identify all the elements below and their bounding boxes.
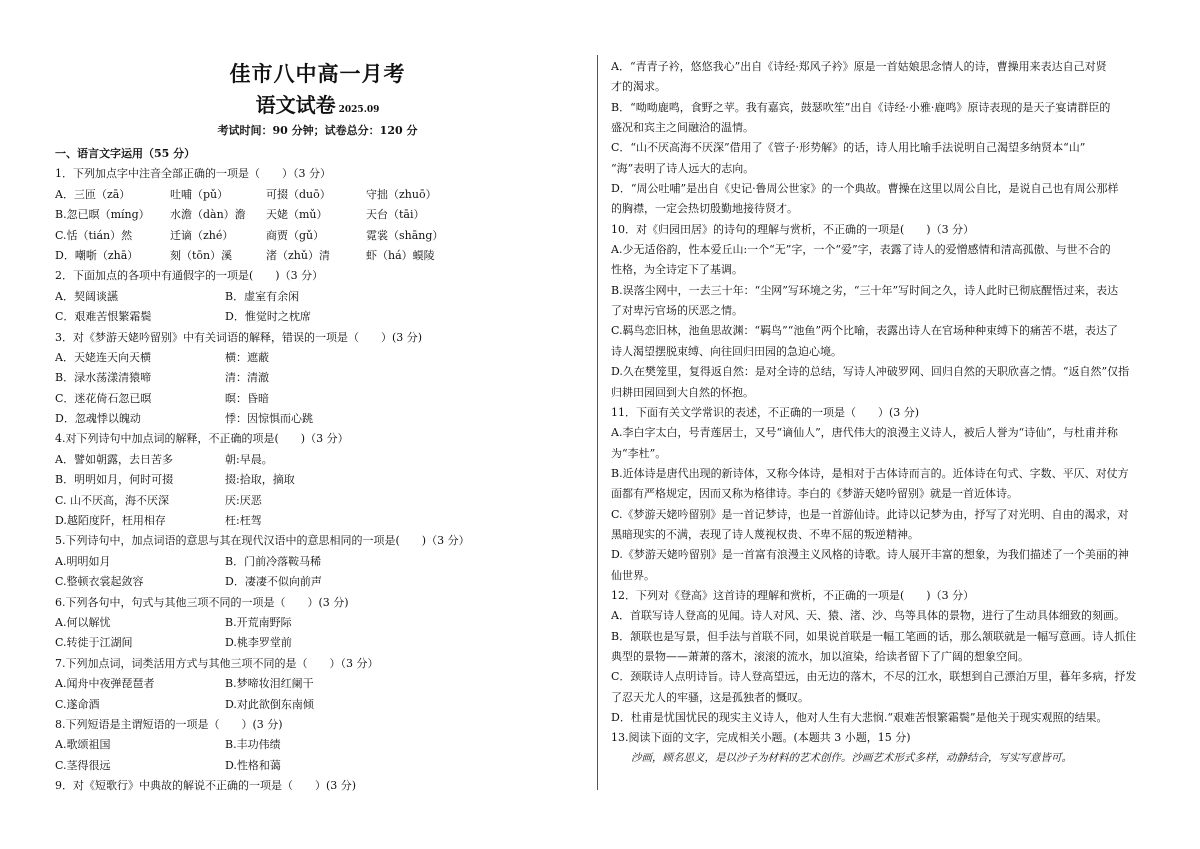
option-cell: 厌:厌恶 [225,493,262,507]
option-cell: D.桃李罗堂前 [225,636,292,650]
option-cell: D.越陌度阡，枉用相存 [55,514,166,528]
option-cell: A．三匝（zā） [55,187,131,201]
option-cell: D．凄凄不似向前声 [225,575,322,589]
text-line: 11．下面有关文学常识的表述，不正确的一项是（ ）(3 分) [611,405,920,419]
option-cell: C．迷花倚石忽已暝 [55,391,152,405]
option-cell: 横：遮蔽 [225,350,269,364]
text-line: 面都有严格规定，因而又称为格律诗。李白的《梦游天姥吟留别》就是一首近体诗。 [611,487,1018,501]
text-line: 了对卑污官场的厌恶之情。 [611,304,743,318]
text-line: D．杜甫是忧国忧民的现实主义诗人，他对人生有大悲悯.“艰难苦恨繁霜鬓”是他关于现实观照的结果。 [611,711,1108,724]
option-cell: A.何以解忧 [55,615,111,629]
question-1-stem: 1．下列加点字中注音全部正确的一项是（ ）（3 分） [55,167,331,181]
question-7-stem: 7.下列加点词，词类活用方式与其他三项不同的是（ ）（3 分） [55,656,379,670]
question-7-option-row [55,677,580,697]
text-line: 12．下列对《登高》这首诗的理解和赏析，不正确的一项是( )（3 分） [611,588,975,602]
text-line: 黑暗现实的不满，表现了诗人蔑视权贵、不卑不屈的叛逆精神。 [611,527,919,541]
option-cell: C.遂命酒 [55,697,100,711]
question-8-stem: 8.下列短语是主谓短语的一项是（ ）(3 分) [55,717,283,731]
option-cell: B．渌水荡漾清猿啼 [55,371,152,385]
option-cell: D.对此欲倒东南倾 [225,697,314,711]
text-line: D.《梦游天姥吟留别》是一首富有浪漫主义风格的诗歌。诗人展开丰富的想象，为我们描述了一个美丽的神 [611,548,1129,562]
option-cell: 暝：昏暗 [225,391,269,405]
question-5-stem: 5.下列诗句中，加点词语的意思与其在现代汉语中的意思相同的一项是( )（3 分） [55,534,470,548]
text-line: “海”表明了诗人远大的志向。 [611,161,755,175]
option-cell: 枉:枉驾 [225,514,262,528]
text-line: A．首联写诗人登高的见闻。诗人对风、天、猿、渚、沙、鸟等具体的景物，进行了生动具体细致的刻画。 [611,609,1125,623]
option-cell: 朝:早晨。 [225,452,273,466]
option-cell: D.性格和蔼 [225,758,281,772]
text-line: B.误落尘网中，一去三十年：“尘网”写环境之劣，“三十年”写时间之久，诗人此时已彻底醒悟过来，表达 [611,283,1119,297]
option-cell: C. 山不厌高，海不厌深 [55,493,170,507]
option-cell: 迁谪（zhé） [170,228,234,242]
option-cell: 商贾（gǔ） [266,228,325,242]
text-line: 的胸襟，一定会热切殷勤地接待贤才。 [611,202,798,216]
option-cell: 守拙（zhuō） [366,187,437,201]
text-line: 才的渴求。 [611,80,666,94]
section-heading: 一、语言文字运用（55 分） [55,147,196,160]
text-line: A．“青青子衿，悠悠我心”出自《诗经·郑风子衿》原是一首姑娘思念情人的诗，曹操用来表达自己对贤 [611,60,1107,73]
text-line: B．“呦呦鹿鸣，食野之苹。我有嘉宾，鼓瑟吹笙”出自《诗经·小雅·鹿鸣》原诗表现的是天子宴请群臣的 [611,100,1111,114]
question-9-stem: 9．对《短歌行》中典故的解说不正确的一项是（ ）(3 分) [55,779,357,793]
question-4-option-row [55,494,580,514]
question-5-option-row [55,555,580,575]
exam-info: 考试时间：90 分钟；试卷总分：120 分 [217,124,418,137]
option-cell: C.整顿衣裳起敛容 [55,575,144,589]
question-4-option-row [55,453,580,473]
option-cell: A．天姥连天向天横 [55,350,151,364]
option-cell: D．嘲哳（zhā） [55,248,139,262]
text-line: 诗人渴望摆脱束缚、向往回归田园的急迫心境。 [611,344,842,358]
text-line: 10．对《归园田居》的诗句的理解与赏析，不正确的一项是( )（3 分） [611,222,975,236]
option-cell: 虾（há）蟆陵 [366,248,435,262]
exam-date: 2025.09 [338,105,380,115]
question-6-option-row [55,616,580,636]
question-6-stem: 6.下列各句中，句式与其他三项不同的一项是（ ）(3 分) [55,595,349,609]
left-content [55,147,580,800]
question-3-option-row [55,351,580,371]
question-4-option-row [55,514,580,534]
text-line: 归耕田园回到大自然的怀抱。 [611,385,754,399]
text-line: 了忍天尤人的牢骚，这是孤独者的慨叹。 [611,690,809,704]
column-divider [597,55,598,790]
question-3-option-row [55,371,580,391]
option-cell: A.歌颂祖国 [55,738,111,752]
option-cell: 渚（zhǔ）清 [266,248,330,262]
option-cell: C.转徙于江湖间 [55,636,133,650]
option-cell: B.丰功伟绩 [225,738,281,752]
option-cell: A．譬如朝露，去日苦多 [55,452,173,466]
option-cell: 清：清澈 [225,371,269,385]
question-1-option-row [55,188,580,208]
text-line: A.少无适俗韵，性本爱丘山:一个“无”字，一个“爱”字，表露了诗人的爱憎感情和清高孤傲、与世不合的 [611,243,1111,257]
option-cell: A.明明如月 [55,554,111,568]
question-1-option-row [55,249,580,269]
option-cell: B．虚室有余闲 [225,289,300,303]
text-line: C.《梦游天姥吟留别》是一首记梦诗，也是一首游仙诗。此诗以记梦为由，抒写了对光明、自由的渴求，对 [611,507,1129,521]
subject-title: 语文试卷 [255,93,336,117]
question-2-option-row [55,310,580,330]
text-line: D.久在樊笼里，复得返自然：是对全诗的总结，写诗人冲破罗网、回归自然的天职欣喜之情。“返自然”仅指 [611,365,1130,379]
option-cell: 可掇（duō） [266,187,331,201]
reading-passage: 沙画，顾名思义，是以沙子为材料的艺术创作。沙画艺术形式多样，动静结合，写实写意皆可。 [631,751,1072,764]
question-2-stem: 2．下面加点的各项中有通假字的一项是( )（3 分） [55,269,324,283]
option-cell: C．艰难苦恨繁霜鬓 [55,310,152,324]
question-6-option-row [55,636,580,656]
question-8-option-row [55,738,580,758]
option-cell: B.忽已暝（míng） [55,208,150,222]
question-1-option-row [55,208,580,228]
text-line: C.羁鸟恋旧林，池鱼思故渊：“羁鸟”“池鱼”两个比喻，表露出诗人在官场种种束缚下的痛苦不堪，表达了 [611,324,1119,338]
question-8-option-row [55,759,580,779]
option-cell: D．忽魂悸以魄动 [55,412,141,426]
option-cell: B．明明如月，何时可掇 [55,473,174,487]
text-line: C．颈联诗人点明诗旨。诗人登高望远，由无边的落木，不尽的江水，联想到自己漂泊万里，暮年多病，抒发 [611,670,1137,684]
option-cell: 掇:拾取，摘取 [225,473,295,487]
text-line: B.近体诗是唐代出现的新诗体，又称今体诗，是相对于古体诗而言的。近体诗在句式、字数、平仄、对仗方 [611,466,1129,480]
option-cell: 悸：因惊惧而心跳 [225,412,313,426]
question-2-option-row [55,290,580,310]
text-line: 典型的景物——萧萧的落木，滚滚的流水，加以渲染，给读者留下了广阔的想象空间。 [611,649,1029,663]
text-line: 性格，为全诗定下了基调。 [611,263,743,277]
option-cell: B.梦啼妆泪红阑干 [225,677,314,691]
option-cell: 刻（tōn）溪 [170,248,233,262]
exam-subtitle [55,92,580,118]
option-cell: 霓裳（shāng） [366,228,444,242]
text-line: 盛况和宾主之间融洽的温情。 [611,121,754,135]
question-3-option-row [55,392,580,412]
option-cell: D．惟觉时之枕席 [225,310,311,324]
option-cell: A.闻舟中夜弹琵琶者 [55,677,155,691]
option-cell: 水澹（dàn）澹 [170,208,246,222]
question-5-option-row [55,575,580,595]
option-cell: A．契阔谈讌 [55,289,118,303]
text-line: 13.阅读下面的文字，完成相关小题。(本题共 3 小题，15 分) [611,731,911,745]
option-cell: C.茎得很远 [55,758,111,772]
option-cell: 天台（tāi） [366,208,425,222]
question-7-option-row [55,698,580,718]
text-line: C．“山不厌高海不厌深”借用了《管子·形势解》的话，诗人用比喻手法说明自己渴望多纳贤本“山” [611,141,1086,155]
option-cell: B．门前冷落鞍马稀 [225,554,322,568]
question-1-option-row [55,229,580,249]
question-4-stem: 4.对下列诗句中加点词的解释，不正确的项是( )（3 分） [55,432,349,446]
text-line: A.李白字太白，号青莲居士，又号“谪仙人”，唐代伟大的浪漫主义诗人，被后人誉为“诗仙”，与杜甫并称 [611,426,1118,440]
question-3-stem: 3．对《梦游天姥吟留别》中有关词语的解释，错误的一项是（ ）(3 分) [55,330,423,344]
text-line: D．“周公吐哺”是出自《史记·鲁周公世家》的一个典故。曹操在这里以周公自比，是说自己也有周公那样 [611,182,1119,196]
exam-title: 佳市八中高一月考 [229,61,406,86]
text-line: 为“李杜”。 [611,446,667,460]
option-cell: B.开荒南野际 [225,615,292,629]
question-4-option-row [55,473,580,493]
right-content [611,60,1146,772]
question-3-option-row [55,412,580,432]
text-line: B．颔联也是写景，但手法与首联不同，如果说首联是一幅工笔画的话，那么颔联就是一幅写意画。诗人抓住 [611,629,1137,643]
option-cell: 吐哺（pǔ） [170,187,229,201]
option-cell: 天姥（mǔ） [266,208,328,222]
option-cell: C.恬（tián）然 [55,228,133,242]
text-line: 仙世界。 [611,568,655,582]
